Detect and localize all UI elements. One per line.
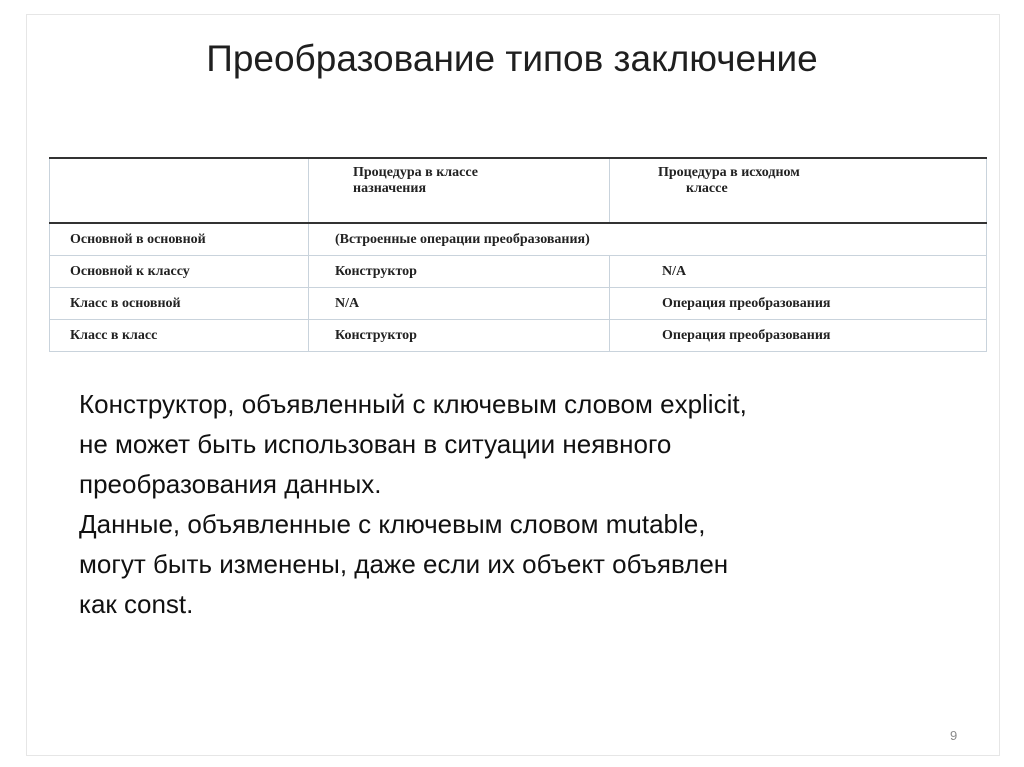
header-source-line1: Процедура в исходном bbox=[658, 165, 800, 180]
body-line: Конструктор, объявленный с ключевым словом explicit, bbox=[79, 389, 747, 419]
row-cell: N/A bbox=[309, 288, 610, 320]
row-label: Класс в основной bbox=[50, 288, 309, 320]
row-cell: (Встроенные операции преобразования) bbox=[309, 223, 987, 256]
row-label: Основной в основной bbox=[50, 223, 309, 256]
table-row bbox=[50, 256, 987, 288]
body-line: как const. bbox=[79, 589, 194, 619]
page-number: 9 bbox=[950, 728, 958, 743]
row-cell: Операция преобразования bbox=[610, 320, 987, 352]
table-header-row bbox=[50, 158, 987, 223]
table bbox=[49, 157, 987, 352]
header-cell-empty bbox=[50, 158, 309, 223]
row-cell: Конструктор bbox=[309, 256, 610, 288]
body-text bbox=[79, 384, 979, 624]
row-cell: Конструктор bbox=[309, 320, 610, 352]
row-label: Класс в класс bbox=[50, 320, 309, 352]
table-row bbox=[50, 223, 987, 256]
header-target-line1: Процедура в классе bbox=[353, 165, 478, 180]
table-row bbox=[50, 288, 987, 320]
header-cell-source-class bbox=[610, 158, 987, 223]
header-cell-target-class bbox=[309, 158, 610, 223]
table-row bbox=[50, 320, 987, 352]
body-line: преобразования данных. bbox=[79, 469, 382, 499]
conversion-table bbox=[49, 157, 987, 346]
row-cell: N/A bbox=[610, 256, 987, 288]
slide-title: Преобразование типов заключение bbox=[206, 38, 818, 79]
header-source-line2: классе bbox=[686, 181, 728, 196]
body-line: Данные, объявленные с ключевым словом mutable, bbox=[79, 509, 706, 539]
header-target-line2: назначения bbox=[353, 181, 427, 196]
row-label: Основной к классу bbox=[50, 256, 309, 288]
body-line: могут быть изменены, даже если их объект объявлен bbox=[79, 549, 729, 579]
row-cell: Операция преобразования bbox=[610, 288, 987, 320]
body-line: не может быть использован в ситуации неявного bbox=[79, 429, 672, 459]
